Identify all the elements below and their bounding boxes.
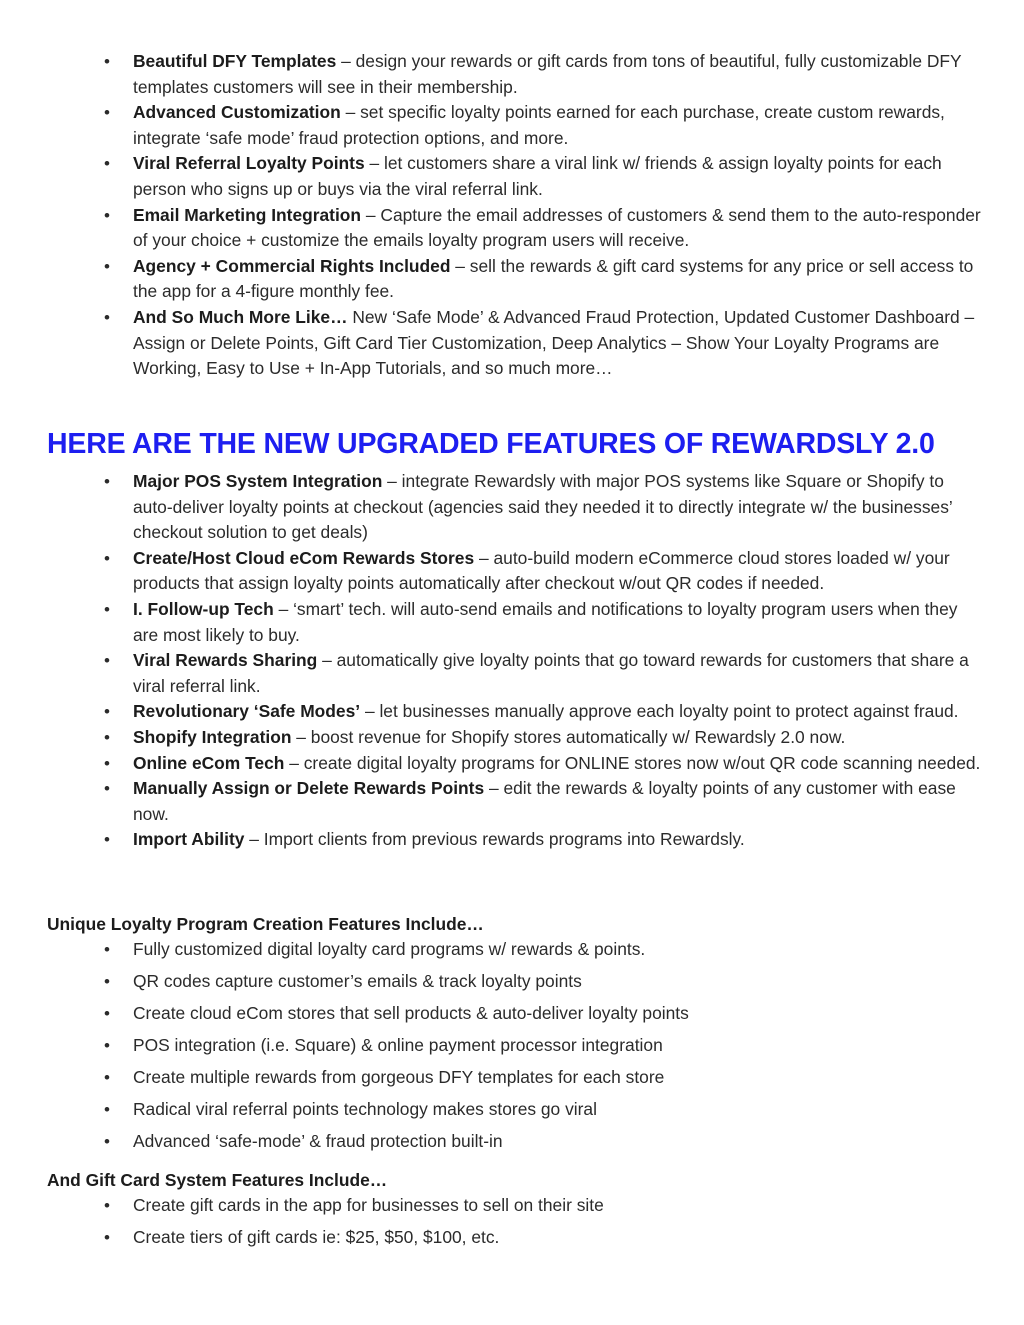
bullet-icon: • — [104, 1099, 110, 1119]
list-item — [104, 1225, 983, 1251]
feature-description: – integrate Rewardsly with major POS systems like Square or Shopify to auto-deliver loyalty points at checkout (agencies said they needed it to directly integrate w/ the businesses’ checkout solution to get deals) — [133, 471, 953, 543]
list-item — [104, 305, 983, 382]
upgraded-feature-list — [104, 469, 983, 853]
feature-description: – boost revenue for Shopify stores automatically w/ Rewardsly 2.0 now. — [291, 726, 846, 747]
list-item — [104, 699, 983, 725]
feature-title: Shopify Integration — [133, 726, 292, 747]
bullet-icon: • — [104, 548, 110, 568]
feature-description: – create digital loyalty programs for ONLINE stores now w/out QR code scanning needed. — [284, 752, 981, 773]
bullet-icon: • — [104, 753, 110, 773]
feature-text: Advanced ‘safe-mode’ & fraud protection built-in — [133, 1130, 503, 1151]
list-item — [104, 100, 983, 151]
list-item — [104, 1065, 983, 1091]
list-item — [104, 49, 983, 100]
feature-text: Radical viral referral points technology makes stores go viral — [133, 1098, 597, 1119]
bullet-icon: • — [104, 52, 110, 71]
list-item — [104, 969, 983, 995]
bullet-icon: • — [104, 205, 110, 225]
feature-title: Agency + Commercial Rights Included — [133, 255, 451, 276]
bullet-icon: • — [104, 779, 110, 799]
feature-title: And So Much More Like… — [133, 306, 348, 327]
list-item — [104, 725, 983, 751]
feature-title: Viral Rewards Sharing — [133, 650, 318, 671]
feature-title: Advanced Customization — [133, 102, 341, 123]
feature-description: – Capture the email addresses of customers & send them to the auto-responder of your choice + customize the emails loyalty program users will receive. — [133, 204, 981, 251]
list-item — [104, 937, 983, 963]
list-item — [104, 776, 983, 827]
bullet-icon: • — [104, 1196, 110, 1215]
bullet-icon: • — [104, 1003, 110, 1023]
feature-title: Revolutionary ‘Safe Modes’ — [133, 701, 361, 722]
feature-title: Major POS System Integration — [133, 471, 383, 491]
feature-description: – edit the rewards & loyalty points of any customer with ease now. — [133, 778, 956, 824]
bullet-icon: • — [104, 599, 110, 619]
feature-text: Create gift cards in the app for businesses to sell on their site — [133, 1195, 604, 1215]
bullet-icon: • — [104, 307, 110, 327]
section-title: HERE ARE THE NEW UPGRADED FEATURES OF REWARDSLY 2.0 — [47, 428, 935, 460]
bullet-icon: • — [104, 1067, 110, 1087]
feature-text: Create multiple rewards from gorgeous DFY templates for each store — [133, 1066, 665, 1087]
feature-title: Create/Host Cloud eCom Rewards Stores — [133, 547, 475, 568]
list-item — [104, 469, 983, 546]
bullet-icon: • — [104, 940, 110, 959]
feature-description: – ‘smart’ tech. will auto-send emails and notifications to loyalty program users when they are most likely to buy. — [133, 598, 958, 645]
feature-title: Beautiful DFY Templates — [133, 51, 337, 71]
list-item — [104, 1001, 983, 1027]
list-item — [104, 1033, 983, 1059]
list-item — [104, 151, 983, 202]
loyalty-features-heading: Unique Loyalty Program Creation Features Include… — [47, 914, 484, 934]
list-item — [104, 827, 983, 853]
feature-description: – auto-build modern eCommerce cloud stores loaded w/ your products that assign loyalty points automatically after checkout w/out QR codes if needed. — [133, 547, 950, 594]
feature-description: – sell the rewards & gift card systems for any price or sell access to the app for a 4-figure monthly fee. — [133, 255, 974, 302]
list-item — [104, 254, 983, 305]
feature-description: – automatically give loyalty points that go toward rewards for customers that share a viral referral link. — [133, 650, 969, 696]
feature-title: Viral Referral Loyalty Points — [133, 153, 365, 174]
list-item — [104, 597, 983, 648]
feature-description: New ‘Safe Mode’ & Advanced Fraud Protection, Updated Customer Dashboard – Assign or Delete Points, Gift Card Tier Customization, Deep Analytics – Show Your Loyalty Programs are Working, Easy to Use + In-App Tutorials, and so much more… — [133, 306, 975, 379]
feature-text: Create cloud eCom stores that sell products & auto-deliver loyalty points — [133, 1002, 689, 1023]
feature-description: – let customers share a viral link w/ friends & assign loyalty points for each person who signs up or buys via the viral referral link. — [133, 153, 942, 199]
list-item — [104, 1097, 983, 1123]
bullet-icon: • — [104, 103, 110, 123]
loyalty-feature-list — [104, 937, 983, 1161]
feature-text: Fully customized digital loyalty card programs w/ rewards & points. — [133, 939, 646, 959]
list-item — [104, 648, 983, 699]
bullet-icon: • — [104, 1131, 110, 1151]
list-item — [104, 203, 983, 254]
feature-description: – set specific loyalty points earned for each purchase, create custom rewards, integrate ‘safe mode’ fraud protection options, and more. — [133, 102, 945, 148]
feature-text: POS integration (i.e. Square) & online payment processor integration — [133, 1034, 663, 1055]
bullet-icon: • — [104, 472, 110, 491]
list-item — [104, 751, 983, 777]
list-item — [104, 546, 983, 597]
feature-text: QR codes capture customer’s emails & track loyalty points — [133, 970, 582, 991]
feature-text: Create tiers of gift cards ie: $25, $50, $100, etc. — [133, 1226, 500, 1247]
bullet-icon: • — [104, 727, 110, 747]
giftcard-feature-list — [104, 1193, 983, 1257]
bullet-icon: • — [104, 702, 110, 722]
feature-description: – Import clients from previous rewards programs into Rewardsly. — [244, 829, 745, 850]
bullet-icon: • — [104, 1035, 110, 1055]
bullet-icon: • — [104, 651, 110, 671]
feature-title: Import Ability — [133, 829, 245, 850]
bullet-icon: • — [104, 256, 110, 276]
feature-title: Online eCom Tech — [133, 752, 285, 773]
feature-title: Email Marketing Integration — [133, 204, 362, 225]
list-item — [104, 1193, 983, 1219]
giftcard-features-heading: And Gift Card System Features Include… — [47, 1170, 388, 1190]
feature-title: Manually Assign or Delete Rewards Points — [133, 778, 485, 799]
feature-title: I. Follow-up Tech — [133, 598, 274, 619]
bullet-icon: • — [104, 830, 110, 850]
bullet-icon: • — [104, 154, 110, 174]
intro-feature-list — [104, 49, 983, 382]
bullet-icon: • — [104, 1227, 110, 1247]
feature-description: – design your rewards or gift cards from tons of beautiful, fully customizable DFY templates customers will see in their membership. — [133, 51, 962, 97]
bullet-icon: • — [104, 971, 110, 991]
feature-description: – let businesses manually approve each loyalty point to protect against fraud. — [360, 701, 959, 722]
list-item — [104, 1129, 983, 1155]
